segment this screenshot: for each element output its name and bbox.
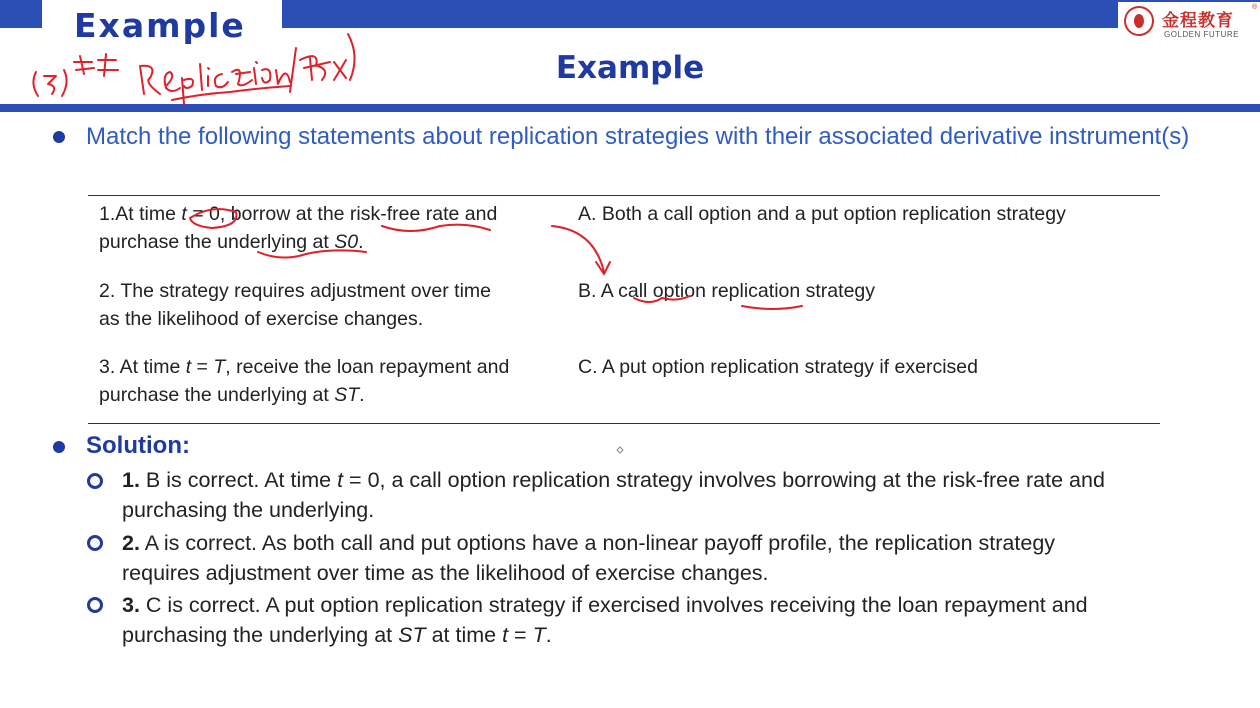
slide-title: Example xyxy=(555,50,705,86)
solution-item-3: 3. C is correct. A put option replication strategy if exercised involves receiving the loan repayment and purchasing the underlying at ST at time t = T. xyxy=(122,593,1088,647)
underline-mark xyxy=(742,306,802,309)
underline-mark xyxy=(172,86,290,100)
solution-item-2: 2. A is correct. As both call and put options have a non-linear payoff profile, the replication strategy requires adjustment over time as the likelihood of exercise changes. xyxy=(122,531,1056,585)
solution-item-1: 1. B is correct. At time t = 0, a call option replication strategy involves borrowing at the risk-free rate and purchasing the underlying. xyxy=(122,468,1105,522)
bullet-icon xyxy=(53,441,65,453)
ring-bullet-icon xyxy=(87,597,103,613)
solution-heading: Solution: xyxy=(86,432,190,459)
logo-name-en: GOLDEN FUTURE xyxy=(1164,30,1239,39)
tab-title: Example xyxy=(74,6,246,45)
ring-bullet-icon xyxy=(87,535,103,551)
logo-name-cn: 金程教育 xyxy=(1162,11,1234,31)
table-bottom-rule xyxy=(88,423,1160,424)
option-a: A. Both a call option and a put option replication strategy xyxy=(578,203,1066,225)
bullet-icon xyxy=(53,131,65,143)
option-c: C. A put option replication strategy if exercised xyxy=(578,356,978,378)
ring-bullet-icon xyxy=(87,473,103,489)
statement-2: 2. The strategy requires adjustment over time as the likelihood of exercise changes. xyxy=(99,280,491,330)
table-top-rule xyxy=(88,195,1160,196)
arrowhead-mark xyxy=(596,262,610,274)
logo-emblem-icon xyxy=(1124,6,1154,36)
question-intro: Match the following statements about replication strategies with their associated derivative instrument(s) xyxy=(86,123,1190,150)
statement-3: 3. At time t = T, receive the loan repayment and purchase the underlying at ST. xyxy=(99,356,510,406)
brand-logo xyxy=(1118,2,1260,42)
title-underline-bar xyxy=(0,104,1260,112)
cursor-dot-icon xyxy=(617,447,623,453)
option-b: B. A call option replication strategy xyxy=(578,280,876,302)
logo-registered: ® xyxy=(1252,4,1258,11)
statement-1: 1.At time t = 0, borrow at the risk-free rate and purchase the underlying at S0. xyxy=(99,203,498,253)
